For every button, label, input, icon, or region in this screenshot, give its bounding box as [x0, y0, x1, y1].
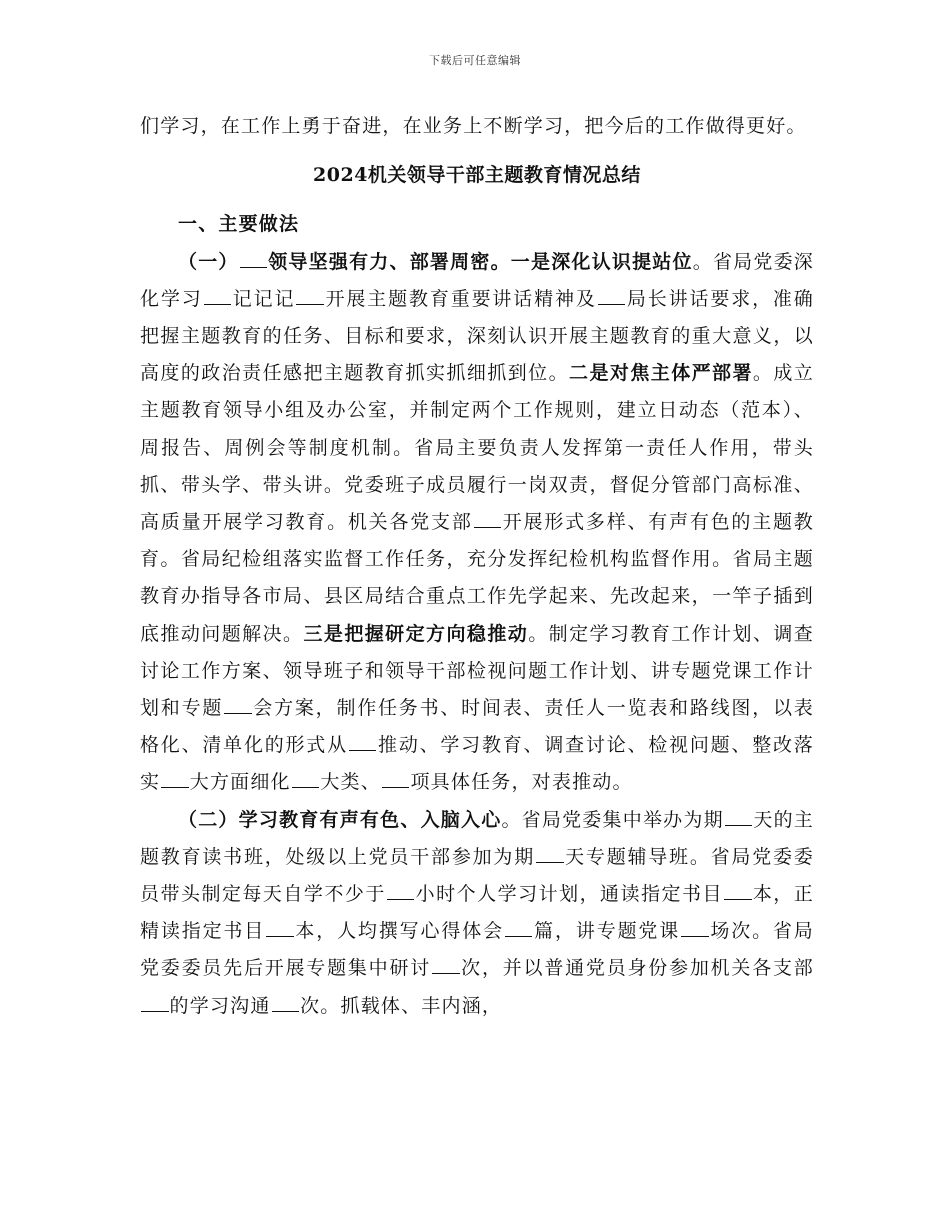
- fill-blank: [724, 882, 752, 900]
- body-text-segment: 局长讲话要求，准确把握主题教育的任务、目标和要求，深刻认识开展主题教育的重大意义，以高度的政治责任感把主题教育抓实抓细抓到位。: [140, 287, 814, 385]
- body-text-segment: 篇，讲专题党课: [533, 920, 681, 943]
- fill-blank: [432, 956, 460, 974]
- fill-blank: [505, 919, 533, 937]
- fill-blank: [272, 994, 300, 1012]
- body-text-segment: 。制定学习教育工作计划、调查讨论工作方案、领导班子和领导干部检视问题工作计划、讲专题党课工作计划和专题: [140, 622, 815, 720]
- body-text-segment: 天专题辅导班。省局党委委员带头制定每天自学不少于: [140, 845, 814, 906]
- fill-blank: [382, 770, 410, 788]
- fill-blank: [536, 845, 564, 863]
- body-text-segment: 本，正精读指定书目: [140, 883, 814, 943]
- body-text-segment: 天的主题教育读书班，处级以上党员干部参加为期: [140, 808, 815, 868]
- key-point-heading: 三是把握研定方向稳推动: [303, 622, 529, 645]
- body-text-segment: 。省局党委深化学习: [140, 250, 815, 310]
- fill-blank: [681, 919, 709, 937]
- body-text-segment: 。成立主题教育领导小组及办公室，并制定两个工作规则，建立日动态（范本）、周报告、周例会等制度机制。省局主要负责人发挥第一责任人作用，带头抓、带头学、带头讲。党委班子成员履行一岗双责，督促分管部门高标准、高质量开展学习教育。机关各党支部: [140, 362, 814, 534]
- document-body: [140, 108, 814, 1025]
- body-text-segment: 次，并以普通党员身份参加机关各支部: [460, 957, 814, 980]
- body-text-segment: 次。抓载体、丰内涵，: [300, 994, 503, 1017]
- page-header: 下载后可任意编辑: [429, 54, 521, 67]
- subsection-label: （一）: [178, 250, 239, 273]
- body-text-segment: 本，人均撰写心得体会: [294, 920, 504, 943]
- fill-blank: [474, 510, 502, 528]
- body-text-segment: 小时个人学习计划，通读指定书目: [415, 883, 723, 906]
- body-text-segment: 大方面细化: [189, 771, 291, 794]
- body-text-segment: 开展主题教育重要讲话精神及: [324, 287, 597, 310]
- continuation-paragraph: 们学习，在工作上勇于奋进，在业务上不断学习，把今后的工作做得更好。: [140, 115, 807, 137]
- body-text-segment: 大类、: [320, 771, 381, 794]
- subsection-heading: （二）学习教育有声有色、入脑入心: [178, 808, 502, 831]
- paragraph-leadership: [140, 244, 814, 802]
- body-text-segment: 。省局党委集中举办为期: [501, 808, 724, 831]
- section-heading: 一、主要做法: [178, 213, 300, 236]
- body-text-segment: 推动、学习教育、调查讨论、检视问题、整改落实: [140, 734, 814, 794]
- fill-blank: [161, 770, 189, 788]
- paragraph-study-education: [140, 802, 814, 1025]
- fill-blank: [349, 733, 377, 751]
- body-text-segment: 的学习沟通: [169, 994, 271, 1017]
- fill-blank: [204, 287, 232, 305]
- document-title: 2024机关领导干部主题教育情况总结: [313, 164, 641, 187]
- body-text-segment: 项具体任务，对表推动。: [410, 771, 633, 794]
- key-point-heading: 二是对焦主体严部署: [569, 362, 753, 385]
- body-text-segment: 会方案，制作任务书、时间表、责任人一览表和路线图，以表格化、清单化的形式从: [140, 697, 814, 757]
- fill-blank: [387, 882, 415, 900]
- fill-blank: [240, 250, 268, 268]
- body-text-segment: 记记记: [232, 287, 296, 310]
- fill-blank: [598, 287, 626, 305]
- body-text-segment: 开展形式多样、有声有色的主题教育。省局纪检组落实监督工作任务，充分发挥纪检机构监督作用。省局主题教育办指导各市局、县区局结合重点工作先学起来、先改起来，一竿子插到底推动问题解决。: [140, 511, 814, 645]
- fill-blank: [296, 287, 324, 305]
- fill-blank: [266, 919, 294, 937]
- fill-blank: [292, 770, 320, 788]
- fill-blank: [141, 994, 169, 1012]
- body-text-segment: 场次。省局党委委员先后开展专题集中研讨: [140, 920, 814, 980]
- fill-blank: [725, 808, 753, 826]
- subsection-heading: 领导坚强有力、部署周密。一是深化认识提站位: [268, 250, 693, 273]
- fill-blank: [224, 696, 252, 714]
